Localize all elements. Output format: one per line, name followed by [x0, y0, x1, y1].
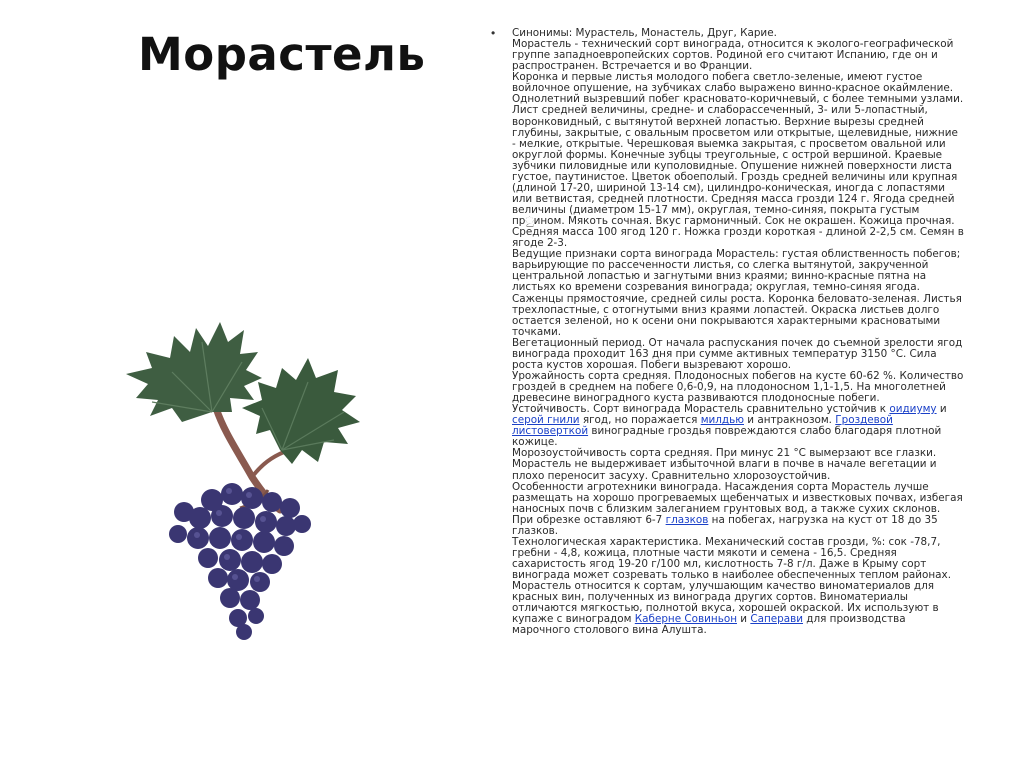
grape-cluster-image	[112, 312, 392, 647]
synonyms-paragraph: Синонимы: Мурастель, Монастель, Друг, Карие.	[512, 27, 777, 39]
vegetation-paragraph: Вегетационный период. От начала распускания почек до съемной зрелости ягод винограда проходит 163 дня при сумме активных температур 3150 °С. Сила роста кустов хорошая. Побеги вызревают хорошо.	[512, 336, 963, 371]
bullet-marker: •	[491, 26, 496, 40]
seedlings-paragraph: Саженцы прямостоячие, средней силы роста. Коронка беловато-зеленая. Листья трехлопастные, с отогнутыми вниз краями лопастей. Окраска листьев долго остается зеленой, но к осени они покрываются характерными красноватыми точками.	[512, 292, 962, 338]
grey-rot-link[interactable]: серой гнили	[512, 414, 580, 427]
right-leaf	[242, 358, 360, 464]
mildew-link[interactable]: милдью	[700, 414, 744, 427]
saperavi-link[interactable]: Саперави	[750, 613, 803, 626]
stem	[252, 452, 284, 477]
cabernet-sauvignon-link[interactable]: Каберне Совиньон	[634, 613, 737, 626]
variety-description	[512, 28, 964, 636]
left-leaf	[126, 322, 262, 422]
resistance-paragraph: Устойчивость. Сорт винограда Морастель сравнительно устойчив к оидиуму и серой гнили ягод, но поражается милдью и антракнозом. Гроздевой листоверткой виноградные гроздья повреждаются слабо благодаря плотной кожице.	[512, 403, 947, 449]
wine-usage-paragraph: Морастель относится к сортам, улучшающим качество виноматериалов для красных вин, полученных из винограда других сортов. Виноматериалы отличаются мягкостью, полнотой вкуса, хорошей окраской. Их используют в купаже с виноградом Каберне Совиньон и Саперави для производства марочного столового вина Алушта.	[512, 580, 939, 637]
yield-paragraph: Урожайность сорта средняя. Плодоносных побегов на кусте 60-62 %. Количество гроздей в среднем на побеге 0,6-0,9, на плодоносном 1,1-1,5. На многолетней древесине виноградного куста развиваются плодоносные побеги.	[512, 369, 964, 405]
slide-title: Морастель	[138, 28, 426, 81]
agrotechnics-paragraph: Особенности агротехники винограда. Насаждения сорта Морастель лучше размещать на хорошо прогреваемых щебенчатых и известковых почвах, избегая наносных почв с близким залеганием грунтовых вод, а также сухих склонов. При обрезке оставляют 6-7 глазков на побегах, нагрузка на куст от 18 до 35 глазков.	[512, 480, 963, 537]
key-features-paragraph: Ведущие признаки сорта винограда Морастель: густая облиственность побегов; варьирующие по рассеченности листья, со слегка вытянутой, закрученной центральной лопастью и загнутыми вниз краями; винно-красные пятна на листьях ко времени созревания винограда; округлая, темно-синяя ягода.	[512, 248, 961, 294]
buds-link[interactable]: глазков	[665, 513, 709, 526]
technology-paragraph: Технологическая характеристика. Механический состав грозди, %: сок -78,7, гребни - 4,8, кожица, плотные части мякоти и семена - 16,5. Средняя сахаристость ягод 19-20 г/100 мл, кислотность 7-8 г/л. Даже в Крыму сорт винограда может созревать только в наиболее обеспеченных теплом районах.	[512, 535, 952, 582]
ampelography-paragraph: Коронка и первые листья молодого побега светло-зеленые, имеют густое войлочное опушение, на зубчиках слабо выражено винно-красное окаймление. Однолетний вызревший побег красновато-коричневый, с более темными узлами. Лист средней величины, средне- и слаборассеченный, 3- или 5-лопастный, воронковидный, с вытянутой верхней лопастью. Верхние вырезы средней глубины, закрытые, с овальным просветом или открытые, щелевидные, нижние - мелкие, открытые. Черешковая выемка закрытая, с просветом овальной или округлой формы. Конечные зубцы треугольные, с острой вершиной. Краевые зубчики пиловидные или куполовидные. Опушение нижней поверхности листа густое, паутинистое. Цветок обоеполый. Гроздь средней величины или крупная (длиной 17-20, шириной 13-14 см), цилиндро-коническая, иногда с лопастями или ветвистая, средней плотности. Средняя масса грозди 124 г. Ягода средней величины (диаметром 15-17 мм), округлая, темно-синяя, покрыта густым прුином. Мякоть сочная. Вкус гармоничный. Сок не окрашен. Кожица прочная. Средняя масса 100 ягод 120 г. Ножка грозди короткая - длиной 2-2,5 см. Семян в ягоде 2-3.	[512, 71, 964, 250]
frost-resistance-paragraph: Морозоустойчивость сорта средняя. При минус 21 °С вымерзают все глазки. Морастель не выдерживает избыточной влаги в почве в начале вегетации и плохо переносит засуху. Сравнительно хлорозоустойчив.	[512, 447, 937, 482]
grape-moth-link[interactable]: Гроздевой листоверткой	[512, 414, 893, 438]
oidium-link[interactable]: оидиуму	[889, 403, 937, 416]
origin-paragraph: Морастель - технический сорт винограда, относится к эколого-географической группе западноевропейских сортов. Родиной его считают Испанию, где он и распространен. Встречается и во Франции.	[512, 38, 954, 73]
